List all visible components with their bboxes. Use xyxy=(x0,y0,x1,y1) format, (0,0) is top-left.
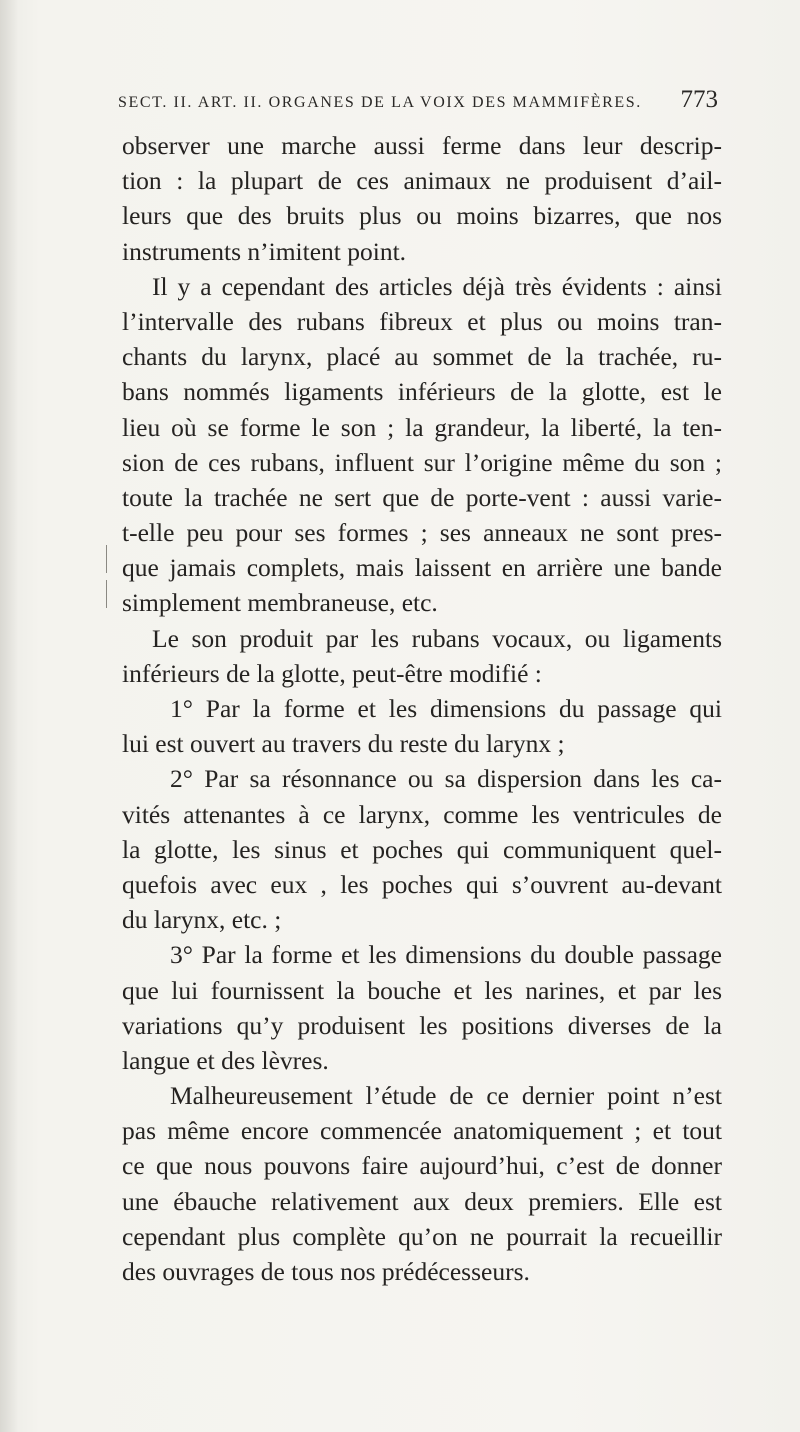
body-text xyxy=(122,128,722,1289)
text-line: 2° Par sa résonnance ou sa dispersion dans les ca- xyxy=(170,764,722,794)
text-line: des ouvrages de tous nos prédécesseurs. xyxy=(122,1257,530,1286)
text-line: toute la trachée ne sert que de porte-vent : aussi varie- xyxy=(122,482,722,512)
text-line: chants du larynx, placé au sommet de la trachée, ru- xyxy=(122,342,722,372)
page-header xyxy=(118,86,718,122)
text-line: Il y a cependant des articles déjà très évidents : ainsi xyxy=(152,271,722,301)
text-line: vités attenantes à ce larynx, comme les ventricules de xyxy=(122,799,722,829)
text-line: cependant plus complète qu’on ne pourrait la recueillir xyxy=(122,1221,722,1251)
text-line: l’intervalle des rubans fibreux et plus ou moins tran- xyxy=(122,306,722,336)
text-line: simplement membraneuse, etc. xyxy=(122,588,438,618)
text-line: que lui fournissent la bouche et les narines, et par les xyxy=(122,975,722,1005)
text-line: la glotte, les sinus et poches qui communiquent quel- xyxy=(122,834,722,864)
text-line: inférieurs de la glotte, peut-être modifié : xyxy=(122,658,542,688)
text-line: sion de ces rubans, influent sur l’origine même du son ; xyxy=(122,447,722,477)
text-line: variations qu’y produisent les positions diverses de la xyxy=(122,1010,722,1040)
text-line: 1° Par la forme et les dimensions du passage qui xyxy=(170,694,722,723)
text-line: une ébauche relativement aux deux premiers. Elle est xyxy=(122,1186,722,1216)
text-line: quefois avec eux , les poches qui s’ouvrent au-devant xyxy=(122,869,722,899)
text-line: bans nommés ligaments inférieurs de la glotte, est le xyxy=(122,377,722,407)
text-line: t-elle peu pour ses formes ; ses anneaux ne sont pres- xyxy=(122,518,722,548)
text-line: lui est ouvert au travers du reste du larynx ; xyxy=(122,729,565,759)
text-line: ce que nous pouvons faire aujourd’hui, c’est de donner xyxy=(122,1151,722,1181)
page-gutter-shadow xyxy=(0,0,18,1432)
text-line: langue et des lèvres. xyxy=(122,1045,329,1075)
text-line: instruments n’imitent point. xyxy=(122,236,407,266)
text-line: que jamais complets, mais laissent en arrière une bande xyxy=(122,553,722,583)
text-line: leurs que des bruits plus ou moins bizarres, que nos xyxy=(122,201,722,231)
text-line: du larynx, etc. ; xyxy=(122,905,282,935)
margin-mark xyxy=(106,545,107,573)
text-line: pas même encore commencée anatomiquement ; et tout xyxy=(122,1116,722,1146)
text-line: tion : la plupart de ces animaux ne produisent d’ail- xyxy=(122,166,722,196)
margin-mark xyxy=(106,580,107,608)
text-line: Le son produit par les rubans vocaux, ou ligaments xyxy=(152,623,722,653)
running-head: SECT. II. ART. II. ORGANES DE LA VOIX DES MAMMIFÈRES. xyxy=(118,94,642,111)
text-line: 3° Par la forme et les dimensions du double passage xyxy=(170,940,722,970)
text-line: observer une marche aussi ferme dans leur descrip- xyxy=(122,131,722,160)
text-line: lieu où se forme le son ; la grandeur, la liberté, la ten- xyxy=(122,412,722,442)
page-number: 773 xyxy=(680,86,718,113)
text-line: Malheureusement l’étude de ce dernier point n’est xyxy=(170,1081,722,1111)
